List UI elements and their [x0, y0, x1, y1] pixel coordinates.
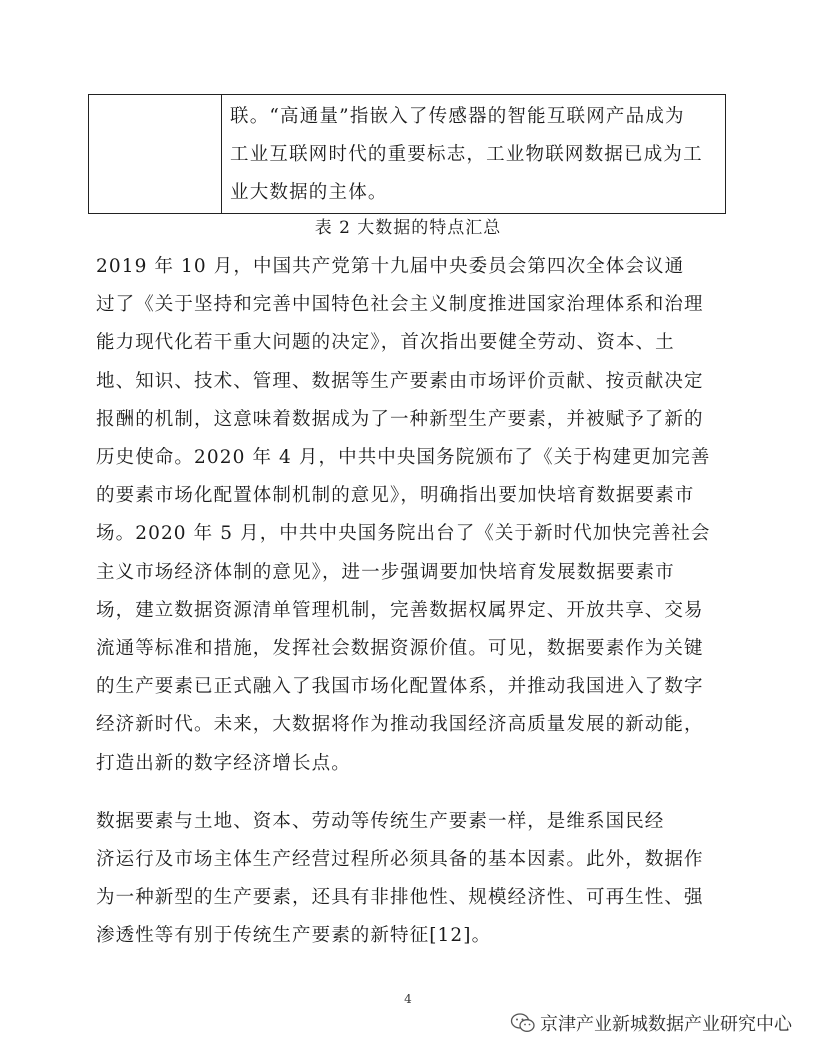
paragraph-gap	[96, 783, 728, 803]
text-line: 的生产要素已正式融入了我国市场化配置体系，并推动我国进入了数字	[96, 676, 704, 698]
watermark	[510, 1010, 792, 1036]
text-line: 流通等标准和措施，发挥社会数据资源价值。可见，数据要素作为关键	[96, 638, 704, 660]
table-caption: 表 2 大数据的特点汇总	[314, 218, 502, 238]
paragraph-2	[96, 803, 728, 956]
wechat-icon	[510, 1012, 536, 1034]
text-line: 为一种新型的生产要素，还具有非排他性、规模经济性、可再生性、强	[96, 887, 704, 909]
text-line: 场，建立数据资源清单管理机制，完善数据权属界定、开放共享、交易	[96, 599, 704, 621]
text-line: 打造出新的数字经济增长点。	[96, 752, 351, 774]
table-cell-left	[89, 95, 222, 213]
text-line: 历史使命。2020 年 4 月，中共中央国务院颁布了《关于构建更加完善	[96, 447, 711, 469]
text-line: 能力现代化若干重大问题的决定》，首次指出要健全劳动、资本、土	[96, 332, 675, 354]
body-text	[96, 248, 728, 956]
text-line: 2019 年 10 月，中国共产党第十九届中央委员会第四次全体会议通	[96, 256, 685, 277]
text-line: 地、知识、技术、管理、数据等生产要素由市场评价贡献、按贡献决定	[96, 370, 704, 392]
text-line: 济运行及市场主体生产经营过程所必须具备的基本因素。此外，数据作	[96, 849, 704, 871]
table-fragment	[88, 94, 726, 214]
table-line: 业大数据的主体。	[230, 182, 388, 203]
table-cell-right	[222, 95, 725, 213]
table-line: 工业互联网时代的重要标志，工业物联网数据已成为工	[230, 144, 703, 165]
text-line: 经济新时代。未来，大数据将作为推动我国经济高质量发展的新动能，	[96, 714, 704, 736]
text-line: 主义市场经济体制的意见》，进一步强调要加快培育发展数据要素市	[96, 561, 675, 583]
text-line: 数据要素与土地、资本、劳动等传统生产要素一样，是维系国民经	[96, 810, 665, 832]
text-line: 过了《关于坚持和完善中国特色社会主义制度推进国家治理体系和治理	[96, 294, 704, 316]
paragraph-1	[96, 248, 728, 783]
text-line: 渗透性等有别于传统生产要素的新特征[12]。	[96, 925, 492, 947]
text-line: 的要素市场化配置体制机制的意见》，明确指出要加快培育数据要素市	[96, 485, 695, 507]
watermark-text: 京津产业新城数据产业研究中心	[540, 1014, 792, 1035]
text-line: 场。2020 年 5 月，中共中央国务院出台了《关于新时代加快完善社会	[96, 523, 711, 545]
table-line: 联。“高通量”指嵌入了传感器的智能互联网产品成为	[230, 106, 685, 127]
text-line: 报酬的机制，这意味着数据成为了一种新型生产要素，并被赋予了新的	[96, 408, 704, 430]
page-number: 4	[404, 992, 412, 1006]
